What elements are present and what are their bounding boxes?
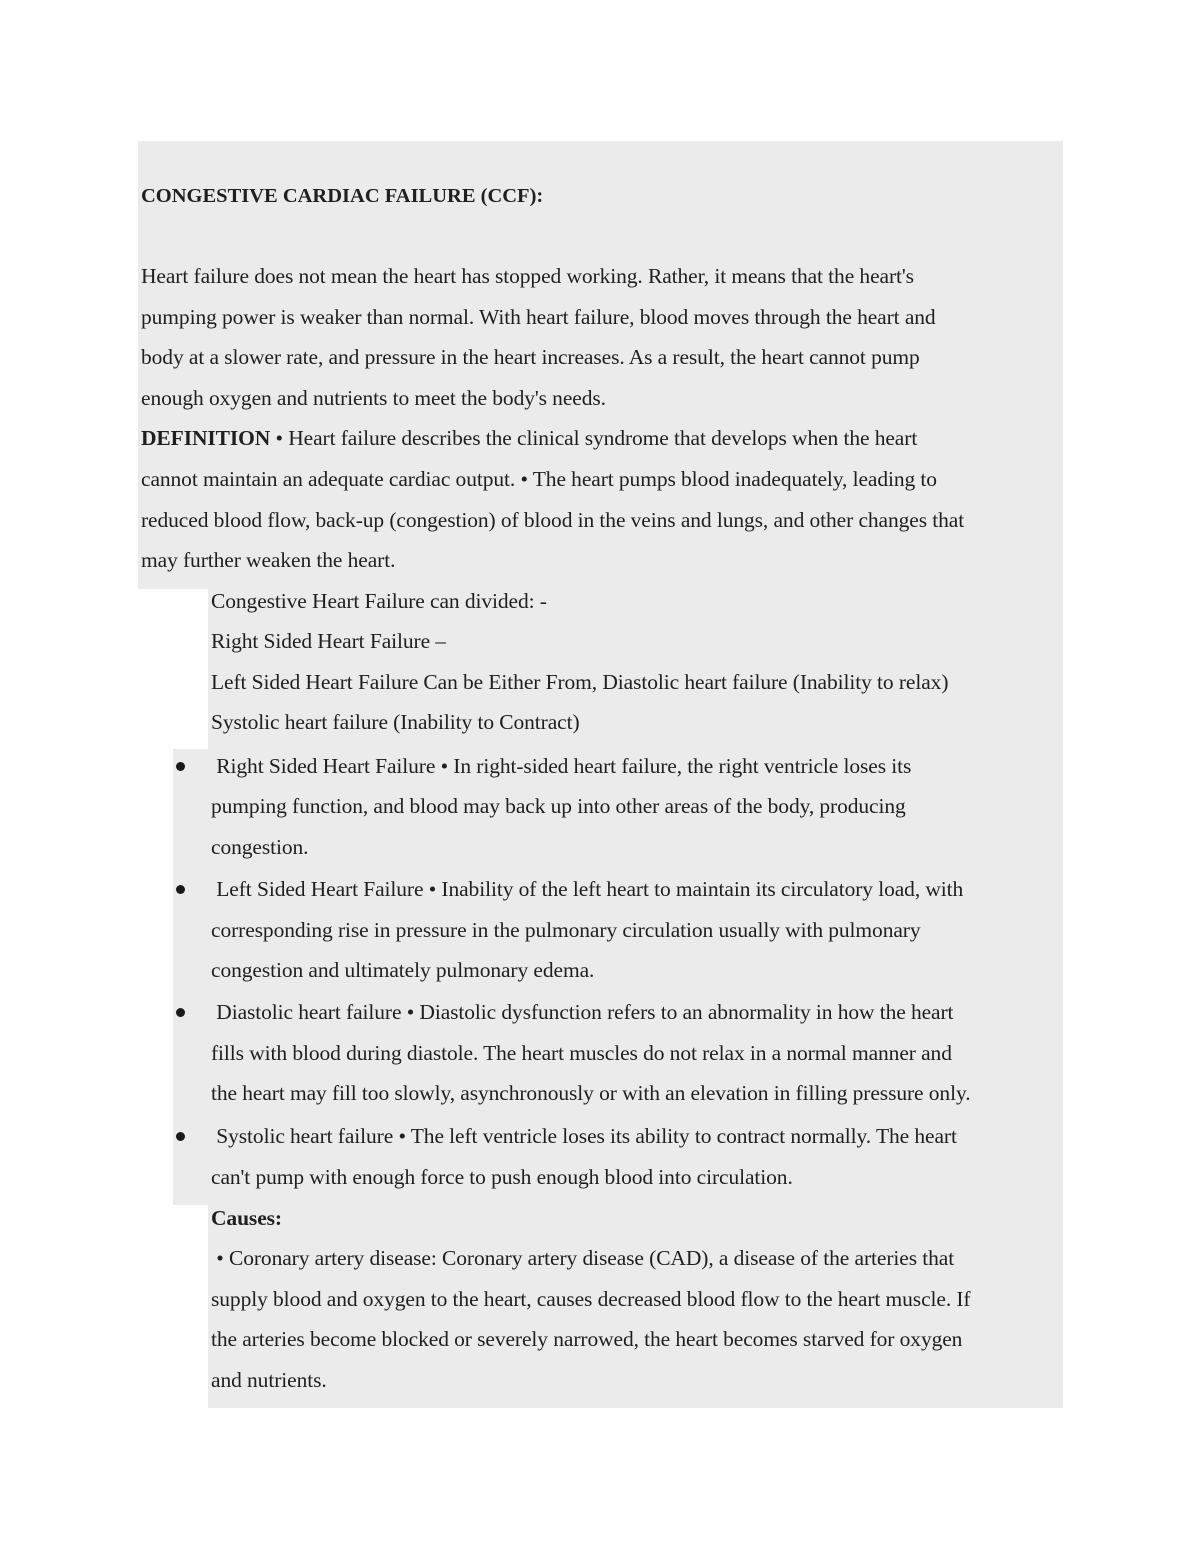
list-item-line: congestion. — [211, 835, 309, 859]
bullet-icon — [176, 1008, 185, 1017]
definition-line — [141, 418, 917, 459]
division-line: Left Sided Heart Failure Can be Either From, Diastolic heart failure (Inability to relax) — [211, 670, 949, 694]
intro-line: Heart failure does not mean the heart has stopped working. Rather, it means that the heart's — [141, 264, 914, 288]
bullet-icon — [176, 1132, 185, 1141]
list-item-line: fills with blood during diastole. The heart muscles do not relax in a normal manner and — [211, 1041, 952, 1065]
list-item-line: Systolic heart failure • The left ventricle loses its ability to contract normally. The heart — [211, 1124, 957, 1148]
definition-label: DEFINITION — [141, 426, 271, 450]
bullet-icon — [176, 885, 185, 894]
bullet-icon — [176, 762, 185, 771]
list-item-line: can't pump with enough force to push enough blood into circulation. — [211, 1165, 793, 1189]
list-item-line: Diastolic heart failure • Diastolic dysfunction refers to an abnormality in how the heart — [211, 1000, 954, 1024]
definition-line: reduced blood flow, back-up (congestion) of blood in the veins and lungs, and other changes that — [141, 508, 965, 532]
intro-line: body at a slower rate, and pressure in the heart increases. As a result, the heart cannot pump — [141, 345, 920, 369]
division-line: Right Sided Heart Failure – — [211, 629, 446, 653]
list-item-line: congestion and ultimately pulmonary edema. — [211, 958, 595, 982]
division-line: Systolic heart failure (Inability to Contract) — [211, 710, 580, 734]
definition-line: cannot maintain an adequate cardiac output. • The heart pumps blood inadequately, leading to — [141, 467, 937, 491]
intro-line: pumping power is weaker than normal. With heart failure, blood moves through the heart and — [141, 305, 936, 329]
definition-text: • Heart failure describes the clinical syndrome that develops when the heart — [270, 426, 918, 450]
list-item-line: Left Sided Heart Failure • Inability of the left heart to maintain its circulatory load, with — [211, 877, 964, 901]
division-line: Congestive Heart Failure can divided: - — [211, 589, 547, 613]
list-item-line: Right Sided Heart Failure • In right-sided heart failure, the right ventricle loses its — [211, 754, 912, 778]
intro-line: enough oxygen and nutrients to meet the body's needs. — [141, 386, 606, 410]
list-item-line: pumping function, and blood may back up into other areas of the body, producing — [211, 794, 906, 818]
list-item-line: corresponding rise in pressure in the pulmonary circulation usually with pulmonary — [211, 918, 921, 942]
document-title: CONGESTIVE CARDIAC FAILURE (CCF): — [141, 185, 544, 207]
definition-line: may further weaken the heart. — [141, 548, 396, 572]
causes-line: • Coronary artery disease: Coronary artery disease (CAD), a disease of the arteries that — [211, 1246, 955, 1270]
list-item-line: the heart may fill too slowly, asynchronously or with an elevation in filling pressure only. — [211, 1081, 971, 1105]
causes-line: the arteries become blocked or severely narrowed, the heart becomes starved for oxygen — [211, 1327, 963, 1351]
causes-line: and nutrients. — [211, 1368, 327, 1392]
causes-heading: Causes: — [211, 1206, 282, 1230]
causes-line: supply blood and oxygen to the heart, causes decreased blood flow to the heart muscle. If — [211, 1287, 971, 1311]
